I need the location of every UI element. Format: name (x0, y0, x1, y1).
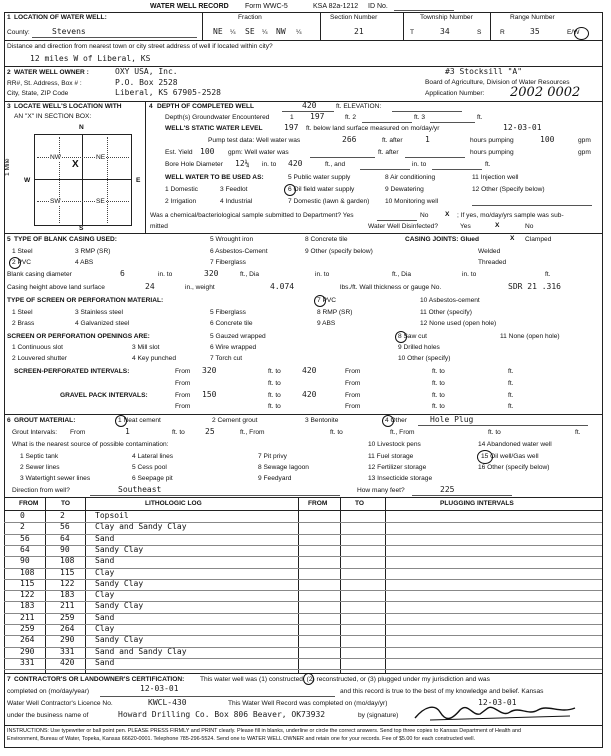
record-date: 12-03-01 (478, 698, 517, 707)
log-to: 331 (60, 646, 75, 656)
pump-level: 266 (342, 135, 357, 144)
contam-6: 6 Seepage pit (132, 475, 173, 482)
contam-label: What is the nearest source of possible contamination: (12, 441, 169, 448)
open-5: 5 Gauzed wrapped (210, 333, 266, 340)
s3-title: LOCATE WELL'S LOCATION WITH (14, 103, 122, 110)
contam-11: 11 Fuel storage (368, 453, 414, 460)
screen-6: 6 Concrete tile (210, 320, 253, 327)
log-description: Sand and Sandy Clay (95, 646, 187, 656)
diam-in-3: in. to (462, 271, 477, 278)
city-label: City, State, ZIP Code (7, 90, 69, 97)
bore-label: Bore Hole Diameter (165, 161, 223, 168)
gravel-to: 420 (302, 390, 317, 399)
contam-16: 16 Other (specify below) (478, 464, 550, 471)
s7-text1: This water well was (1) constructed, (2) reconstructed, or (3) plugged under my jurisdiction and was (200, 676, 490, 683)
depth-value: 420 (302, 101, 317, 110)
log-from: 183 (20, 601, 35, 611)
grout-to-label-3: ft. to (488, 429, 501, 436)
log-to: 56 (60, 522, 70, 532)
license-label: Water Well Contractor's Licence No. (7, 700, 113, 707)
grout-from: 1 (125, 427, 130, 436)
location-mark: X (72, 159, 79, 170)
yield-gpm: gpm: Well water was (228, 149, 289, 156)
contam-3: 3 Watertight sewer lines (20, 475, 91, 482)
casing-2-circle (9, 257, 21, 269)
static-level-label: WELL'S STATIC WATER LEVEL (165, 125, 263, 132)
casing-1: 1 Steel (12, 248, 33, 255)
joints-clamped: Clamped (525, 236, 552, 243)
groundwater-label: Depth(s) Groundwater Encountered (165, 114, 270, 121)
open-2: 2 Louvered shutter (12, 355, 67, 362)
plug-header: PLUGGING INTERVALS (440, 500, 514, 507)
perf-from: 320 (202, 366, 217, 375)
log-from: 115 (20, 578, 35, 588)
log-from: 331 (20, 657, 35, 667)
form-title: WATER WELL RECORD (150, 3, 229, 10)
open-7: 7 Torch cut (210, 355, 243, 362)
log-description: Topsoil (95, 511, 129, 520)
log-to: 115 (60, 567, 75, 577)
range-ew: E/W (567, 29, 580, 36)
fraction-nw: NW (276, 27, 286, 36)
log-from: 90 (20, 556, 30, 566)
yield-value: 100 (200, 147, 215, 156)
compass-w: W (24, 177, 31, 184)
open-11: 11 None (open hole) (500, 333, 560, 340)
log-to: 108 (60, 556, 75, 566)
perf-to-label: ft. to (268, 368, 281, 375)
open-9: 9 Drilled holes (398, 344, 440, 351)
use-4: 4 Industrial (220, 198, 253, 205)
open-1: 1 Continuous slot (12, 344, 63, 351)
diam-in-2: in. to (315, 271, 330, 278)
gauge-value: SDR 21 .316 (508, 282, 561, 291)
quadrant-se: SE (96, 198, 105, 205)
casing-3: 3 RMP (SR) (75, 248, 111, 255)
board-label: Board of Agriculture, Division of Water Resources (425, 79, 570, 86)
rr-label: RR#, St. Address, Box # : (7, 80, 82, 87)
gravel-to-label: ft. to (268, 392, 281, 399)
casing-6: 6 Asbestos-Cement (210, 248, 268, 255)
openings-title: SCREEN OR PERFORATION OPENINGS ARE: (7, 333, 150, 340)
log-from: 264 (20, 635, 35, 645)
gw-2: ft. 2 (345, 114, 356, 121)
static-rest: ft. below land surface measured on mo/day/yr (306, 125, 440, 132)
joints-welded: Welded (478, 248, 501, 255)
pump-label: Pump test data: Well water was (208, 137, 301, 144)
quarter-2: ¼ (262, 29, 268, 36)
perf2-from-label: From (175, 380, 191, 387)
grout-other: Hole Plug (430, 415, 474, 424)
bore-ft: ft. (485, 161, 491, 168)
gw-ft: ft. (477, 114, 483, 121)
water-well-record-page: WATER WELL RECORD Form WWC-5 KSA 82a-1212 ID No. 1 LOCATION OF WATER WELL: County: Stevens Fraction NE ¼ SE ¼ NW ¼ Section Number 21 Township Number T 34 S Range Number R 35 E/W Distance and direction from nearest town or city street address of well if located within city? 12 miles W of Liberal, KS 2 WATER WELL OWNER : OXY USA, Inc. RR#, St. Address, Box # : P.O. Box 2528 City, State, ZIP Code Liberal, KS 67905-2528 #3 Stocksill "A" Board of Agriculture, Division of Water Resources Application Number: 2002 0002 3 LOCATE WELL'S LOCATION WITH AN "X" IN SECTION BOX: N S W E 1 Mile NW NE SW SE X 4 DEPTH OF COMPLETED WELL 420 ft. ELEVATION: Depth(s) Groundwater Encountered 1 197 ft. 2 ft. 3 ft. WELL'S STATIC WATER LEVEL 197 ft. below land surface measured on mo/day/yr 12-03-01 Pump test data: Well water was 266 ft. after 1 hours pumping 100 gpm Est. Yield 100 gpm: Well water was ft. after hours pumping gpm Bore Hole Diameter 12¼ in. to 420 ft., and in. to ft. WELL WATER TO BE USED AS: 5 Public water supply 8 Air conditioning 11 Injection well 1 Domestic 3 Feedlot 6 Oil field water supply 9 Dewatering 12 Other (Specify below) 2 Irrigation 4 Industrial 7 Domestic (lawn & garden) 10 Monitoring well Was a chemical/bacteriological sample submitted to Department? Yes No X ; If yes, mo/day/yrs sample was sub- mitted Water Well Disinfected? Yes X No 5 TYPE OF BLANK CASING USED: 5 Wrought iron 8 Concrete tile CASING JOINTS: Glued X Clamped 1 Steel 3 RMP (SR) 6 Asbestos-Cement 9 Other (specify below) Welded 2 PVC 4 ABS 7 Fiberglass Threaded Blank casing diameter 6 in. to 320 ft., Dia in. to ft., Dia in. to ft. Casing height above land surface 24 in., weight 4.074 lbs./ft. Wall thickness or gauge No. SDR 21 .316 TYPE OF SCREEN OR PERFORATION MATERIAL: 7 PVC 10 Asbestos-cement 1 Steel 3 Stainless steel 5 Fiberglass 8 RMP (SR) 11 Other (specify) 2 Brass 4 Galvanized steel 6 Concrete tile 9 ABS 12 None used (open hole) SCREEN OR PERFORATION OPENINGS ARE: 5 Gauzed wrapped 8 Saw cut 11 None (open hole) 1 Continuous slot 3 Mill slot 6 Wire wrapped 9 Drilled holes 2 Louvered shutter 4 Key punched 7 Torch cut 10 Other (specify) SCREEN-PERFORATED INTERVALS: From 320 ft. to 420 From ft. to ft. From ft. to From ft. to ft. GRAVEL PACK INTERVALS: From 150 ft. to 420 From ft. to ft. From ft. to From ft. to ft. 6 GROUT MATERIAL: 1 Neat cement 2 Cement grout 3 Bentonite 4 Other Hole Plug Grout Intervals: From 1 ft. to 25 ft., From ft. to ft., From ft. to ft. What is the nearest source of possible contamination: 10 Livestock pens 14 Abandoned water well 1 Septic tank 4 Lateral lines 7 Pit privy 11 Fuel storage 15 Oil well/Gas well 2 Sewer lines 5 Cess pool 8 Sewage lagoon 12 Fertilizer storage 16 Other (specify below) 3 Watertight sewer lines 6 Seepage pit 9 Feedyard 13 Insecticide storage Direction from well? Southeast How many feet? 225 FROM TO LITHOLOGIC LOG FROM TO PLUGGING INTERVALS 0 2 Topsoil 2 56 Clay and Sandy Clay 56 64 Sand 64 90 Sandy Clay 90 108 Sand 108 115 Clay 115 122 Sandy Clay 122 183 Clay 183 211 Sandy Clay 211 259 Sand 259 264 Clay 264 290 Sandy Clay 290 331 Sand and Sandy Clay 331 420 Sand 7 CONTRACTOR'S OR LANDOWNER'S CERTIFICATION: This water well was (1) constructed, (2) reconstructed, or (3) plugged under my jurisdiction and was completed on (mo/day/year) 12-03-01 and this record is true to the best of my knowledge and belief. Kansas Water Well Contractor's Licence No. KWCL-430 This Water Well Record was completed on (mo/day/yr) 12-03-01 under the business name of Howard Drilling Co. Box 806 Beaver, OK73932 by (signature) INSTRUCTIONS: Use typewriter or ball point pen. PLEASE PRESS FIRMLY and PRINT clearly. Please fill in blanks, underline or circle the correct answers. Send top three copies to Kansas Department of Health and Environment, Bureau of Water, Topeka, Kansas 66620-0001. Telephone 785-296-5524. Send one to WATER WELL OWNER and retain one for your records. Fee of $5.00 for each constructed well. (0, 0, 611, 756)
well-name: #3 Stocksill "A" (445, 67, 523, 76)
screen-7: 7 PVC (317, 297, 337, 304)
plug-to-header: TO (355, 500, 365, 507)
county-value: Stevens (52, 27, 86, 36)
casing-7: 7 Fiberglass (210, 259, 246, 266)
fraction-se: SE (245, 27, 255, 36)
perf2-ft: ft. (508, 380, 514, 387)
diam-ftdia-2: ft., Dia (392, 271, 412, 278)
use-2: 2 Irrigation (165, 198, 197, 205)
log-to: 122 (60, 578, 75, 588)
grout-1-circle (115, 415, 127, 427)
fraction-label: Fraction (238, 14, 262, 21)
log-description: Clay (95, 567, 115, 577)
quadrant-sw: SW (50, 198, 61, 205)
diam-to: 320 (204, 269, 219, 278)
lbs-label: lbs./ft. Wall thickness or gauge No. (340, 284, 442, 291)
gravel2-to-label-2: ft. to (432, 403, 445, 410)
log-from: 122 (20, 590, 35, 600)
log-to: 90 (60, 544, 70, 554)
joints-label: CASING JOINTS: Glued (405, 236, 480, 243)
disinfect-no: No (525, 223, 534, 230)
use-10: 10 Monitoring well (385, 198, 439, 205)
diam-in: in. to (158, 271, 173, 278)
quadrant-nw: NW (50, 154, 61, 161)
use-12: 12 Other (Specify below) (472, 186, 545, 193)
quadrant-ne: NE (96, 154, 106, 161)
perf-label: SCREEN-PERFORATED INTERVALS: (14, 368, 130, 375)
log-from: 2 (20, 522, 25, 532)
chem-x: X (445, 211, 450, 218)
license-value: KWCL-430 (148, 698, 187, 707)
yield-after: ft. after (378, 149, 399, 156)
compass-s: S (79, 225, 84, 232)
form-number: Form WWC-5 (245, 3, 288, 10)
contam-9: 9 Feedyard (258, 475, 292, 482)
log-description: Sandy Clay (95, 544, 144, 554)
log-to: 264 (60, 624, 75, 633)
gravel2-to-label: ft. to (268, 403, 281, 410)
gravel-from-label-2: From (345, 392, 361, 399)
joints-threaded: Threaded (478, 259, 507, 266)
open-10: 10 Other (specify) (398, 355, 451, 362)
pump-hours: 1 (425, 135, 430, 144)
grout-1: 1 Neat cement (118, 417, 161, 424)
grout-ft: ft. (575, 429, 581, 436)
elevation-label: ft. ELEVATION: (336, 103, 382, 110)
business-name: Howard Drilling Co. Box 806 Beaver, OK73932 (118, 710, 326, 719)
screen-11: 11 Other (specify) (420, 309, 472, 316)
grout-intervals-label: Grout Intervals: (12, 429, 58, 436)
footer-line-1: INSTRUCTIONS: Use typewriter or ball point pen. PLEASE PRESS FIRMLY and PRINT clearly. Please fill in blanks, underline or circle the correct answers. Send top three copies to Kansas Department of Health and (7, 728, 522, 734)
township-s: S (477, 29, 482, 36)
signature-label: by (signature) (358, 712, 399, 719)
grout-4: 4 Other (385, 417, 407, 424)
diam-ftdia: ft., Dia (240, 271, 260, 278)
ksa-reference: KSA 82a-1212 (313, 3, 359, 10)
log-to: 290 (60, 635, 75, 645)
gravel-from-label: From (175, 392, 191, 399)
range-label: Range Number (510, 14, 555, 21)
contam-12: 12 Fertilizer storage (368, 464, 427, 471)
log-from-header: FROM (19, 500, 39, 507)
log-from: 56 (20, 533, 30, 543)
footer-line-2: Environment, Bureau of Water, Topeka, Kansas 66620-0001. Telephone 785-296-5524. Send one to WATER WELL OWNER and retain one for your records. Fee of $5.00 for each constructed well. (7, 736, 476, 742)
static-date: 12-03-01 (503, 123, 542, 132)
direction-label: Direction from well? (12, 487, 70, 494)
s2-title: WATER WELL OWNER : (14, 69, 89, 76)
weight-label: in., weight (185, 284, 215, 291)
grout-ft-from-2: ft., From (390, 429, 415, 436)
disinfect-x: X (495, 222, 500, 229)
township-label: Township Number (420, 14, 473, 21)
use-5: 5 Public water supply (288, 174, 351, 181)
plug-from-header: FROM (308, 500, 328, 507)
contam-15-circle (477, 450, 493, 464)
grout-to-label-2: ft. to (330, 429, 343, 436)
log-from: 64 (20, 544, 30, 554)
id-label: ID No. (368, 3, 388, 10)
screen-9: 9 ABS (317, 320, 336, 327)
owner-name: OXY USA, Inc. (115, 67, 178, 76)
bore-in-to-2: in. to (412, 161, 427, 168)
section-1-number: 1 (7, 14, 11, 21)
open-4: 4 Key punched (132, 355, 176, 362)
use-6-circle (284, 184, 296, 196)
log-from: 290 (20, 646, 35, 656)
screen-2: 2 Brass (12, 320, 35, 327)
gravel2-from-label-2: From (345, 403, 361, 410)
use-3: 3 Feedlot (220, 186, 248, 193)
perf2-from-label-2: From (345, 380, 361, 387)
log-from: 211 (20, 612, 35, 622)
contam-5: 5 Cess pool (132, 464, 167, 471)
contam-2: 2 Sewer lines (20, 464, 60, 471)
s5-title: TYPE OF BLANK CASING USED: (14, 236, 117, 243)
pump-gpm: 100 (540, 135, 555, 144)
use-1: 1 Domestic (165, 186, 198, 193)
compass-e: E (136, 177, 141, 184)
casing-2: 2 PVC (12, 259, 32, 266)
perf2-to-label: ft. to (268, 380, 281, 387)
open-6: 6 Wire wrapped (210, 344, 257, 351)
pump-after: ft. after (382, 137, 403, 144)
county-label: County: (7, 29, 30, 36)
range-value: 35 (530, 27, 540, 36)
chem-rest: ; If yes, mo/day/yrs sample was sub- (457, 212, 564, 219)
gw-value: 197 (310, 112, 325, 121)
contam-10: 10 Livestock pens (368, 441, 421, 448)
log-to: 183 (60, 590, 75, 600)
disinfect-label: Water Well Disinfected? (368, 223, 438, 230)
completed-label: completed on (mo/day/year) (7, 688, 90, 695)
chem-mitted: mitted (150, 223, 168, 230)
screen-title: TYPE OF SCREEN OR PERFORATION MATERIAL: (7, 297, 164, 304)
perf-from-label-2: From (345, 368, 361, 375)
township-value: 34 (440, 27, 450, 36)
disinfect-yes: Yes (460, 223, 471, 230)
log-description: Sandy Clay (95, 601, 144, 611)
contam-1: 1 Septic tank (20, 453, 59, 460)
log-from: 259 (20, 624, 35, 633)
compass-n: N (79, 124, 84, 131)
log-from: 0 (20, 511, 25, 520)
contam-7: 7 Pit privy (258, 453, 287, 460)
app-number-label: Application Number: (425, 90, 485, 97)
log-description: Clay and Sandy Clay (95, 522, 187, 532)
signature (410, 700, 580, 725)
contam-14: 14 Abandoned water well (478, 441, 552, 448)
s4-title: DEPTH OF COMPLETED WELL (157, 103, 255, 110)
s7-text2: and this record is true to the best of my knowledge and belief. Kansas (340, 688, 544, 695)
log-litho-header: LITHOLOGIC LOG (145, 500, 202, 507)
grout-to: 25 (205, 427, 215, 436)
perf2-to-label-2: ft. to (432, 380, 445, 387)
screen-5: 5 Fiberglass (210, 309, 246, 316)
perf-ft: ft. (508, 368, 514, 375)
yield-label: Est. Yield (165, 149, 193, 156)
chem-question: Was a chemical/bacteriological sample submitted to Department? Yes (150, 212, 354, 219)
yield-hours: hours pumping (470, 149, 514, 156)
completed-date: 12-03-01 (140, 684, 179, 693)
owner-city: Liberal, KS 67905-2528 (115, 88, 221, 97)
distance-value: 12 miles W of Liberal, KS (30, 54, 151, 63)
section-number-label: Section Number (330, 14, 378, 21)
log-to: 64 (60, 533, 70, 543)
w-circle (574, 27, 589, 40)
grout-to-label: ft. to (172, 429, 185, 436)
contam-8: 8 Sewage lagoon (258, 464, 309, 471)
gravel-to-label-2: ft. to (432, 392, 445, 399)
gravel-label: GRAVEL PACK INTERVALS: (60, 392, 148, 399)
log-description: Sand (95, 533, 115, 543)
direction-value: Southeast (118, 485, 162, 494)
casing-8: 8 Concrete tile (305, 236, 348, 243)
height-value: 24 (145, 282, 155, 291)
gravel-ft: ft. (508, 392, 514, 399)
gravel-from: 150 (202, 390, 217, 399)
use-8: 8 Air conditioning (385, 174, 436, 181)
weight-value: 4.074 (270, 282, 295, 291)
casing-4: 4 ABS (75, 259, 94, 266)
use-6: 6 Oil field water supply (288, 186, 355, 193)
grout-3: 3 Bentonite (305, 417, 339, 424)
screen-4: 4 Galvanized steel (75, 320, 130, 327)
bore-and: ft., and (325, 161, 346, 168)
owner-address: P.O. Box 2528 (115, 78, 178, 87)
gravel2-ft: ft. (508, 403, 514, 410)
s3-subtitle: AN "X" IN SECTION BOX: (14, 113, 92, 120)
log-from: 108 (20, 567, 35, 577)
log-to: 259 (60, 612, 75, 622)
log-to: 420 (60, 657, 75, 667)
gw-1: 1 (290, 114, 294, 121)
diam-value: 6 (120, 269, 125, 278)
log-description: Sand (95, 657, 115, 667)
log-description: Sand (95, 612, 115, 622)
perf-to: 420 (302, 366, 317, 375)
screen-10: 10 Asbestos-cement (420, 297, 480, 304)
chem-no: No (420, 212, 429, 219)
open-8-circle (395, 331, 407, 343)
section-number: 21 (354, 27, 364, 36)
log-to: 211 (60, 601, 75, 611)
howmany-label: How many feet? (357, 487, 405, 494)
howmany-value: 225 (440, 485, 455, 494)
gravel2-from-label: From (175, 403, 191, 410)
open-8: 8 Saw cut (398, 333, 427, 340)
screen-8: 8 RMP (SR) (317, 309, 353, 316)
bore-in-to: in. to (262, 161, 277, 168)
township-t: T (410, 29, 415, 36)
pump-gpm-label: gpm (578, 137, 591, 144)
use-9: 9 Dewatering (385, 186, 424, 193)
contam-15: 15 Oil well/Gas well (481, 453, 539, 460)
gw-3: ft. 3 (414, 114, 425, 121)
screen-12: 12 None used (open hole) (420, 320, 497, 327)
use-title: WELL WATER TO BE USED AS: (165, 174, 264, 181)
range-r: R (500, 29, 505, 36)
quarter-1: ¼ (230, 29, 236, 36)
grout-from-label: From (70, 429, 86, 436)
mile-label: 1 Mile (4, 158, 11, 176)
perf-from-label: From (175, 368, 191, 375)
casing-5: 5 Wrought iron (210, 236, 254, 243)
contam-13: 13 Insecticide storage (368, 475, 433, 482)
s1-title: LOCATION OF WATER WELL: (14, 14, 107, 21)
section-box (34, 134, 132, 226)
grout-2: 2 Cement grout (212, 417, 258, 424)
log-description: Sandy Clay (95, 578, 144, 588)
log-to: 2 (60, 511, 65, 520)
use-11: 11 Injection well (472, 174, 519, 181)
contam-4: 4 Lateral lines (132, 453, 174, 460)
screen-1: 1 Steel (12, 309, 33, 316)
open-3: 3 Mill slot (132, 344, 160, 351)
use-7: 7 Domestic (lawn & garden) (288, 198, 370, 205)
bore-to: 420 (288, 159, 303, 168)
static-level: 197 (284, 123, 299, 132)
s6-title: GROUT MATERIAL: (14, 417, 76, 424)
pump-hours-label: hours pumping (470, 137, 514, 144)
height-label: Casing height above land surface (7, 284, 105, 291)
s7-text3: This Water Well Record was completed on (mo/day/yr) (228, 700, 388, 707)
perf-to-label-2: ft. to (432, 368, 445, 375)
joints-x: X (510, 235, 515, 242)
log-description: Clay (95, 624, 115, 633)
diam-label: Blank casing diameter (7, 271, 72, 278)
app-number: 2002 0002 (510, 85, 581, 100)
distance-label: Distance and direction from nearest town or city street address of well if located within city? (7, 43, 273, 50)
yield-gpm-2: gpm (578, 149, 591, 156)
grout-ft-from: ft., From (240, 429, 265, 436)
bore-diameter: 12¼ (235, 159, 250, 168)
business-label: under the business name of (7, 712, 89, 719)
log-description: Sandy Clay (95, 635, 144, 645)
fraction-ne: NE (213, 27, 223, 36)
log-description: Clay (95, 590, 115, 600)
s7-title: CONTRACTOR'S OR LANDOWNER'S CERTIFICATION: (14, 676, 185, 683)
grout-4-circle (382, 415, 394, 427)
constructed-circle (303, 673, 314, 685)
quarter-3: ¼ (296, 29, 302, 36)
screen-7-circle (314, 295, 326, 307)
screen-3: 3 Stainless steel (75, 309, 124, 316)
diam-ft: ft. (545, 271, 551, 278)
log-description: Sand (95, 556, 115, 566)
log-to-header: TO (61, 500, 71, 507)
casing-9: 9 Other (specify below) (305, 248, 373, 255)
